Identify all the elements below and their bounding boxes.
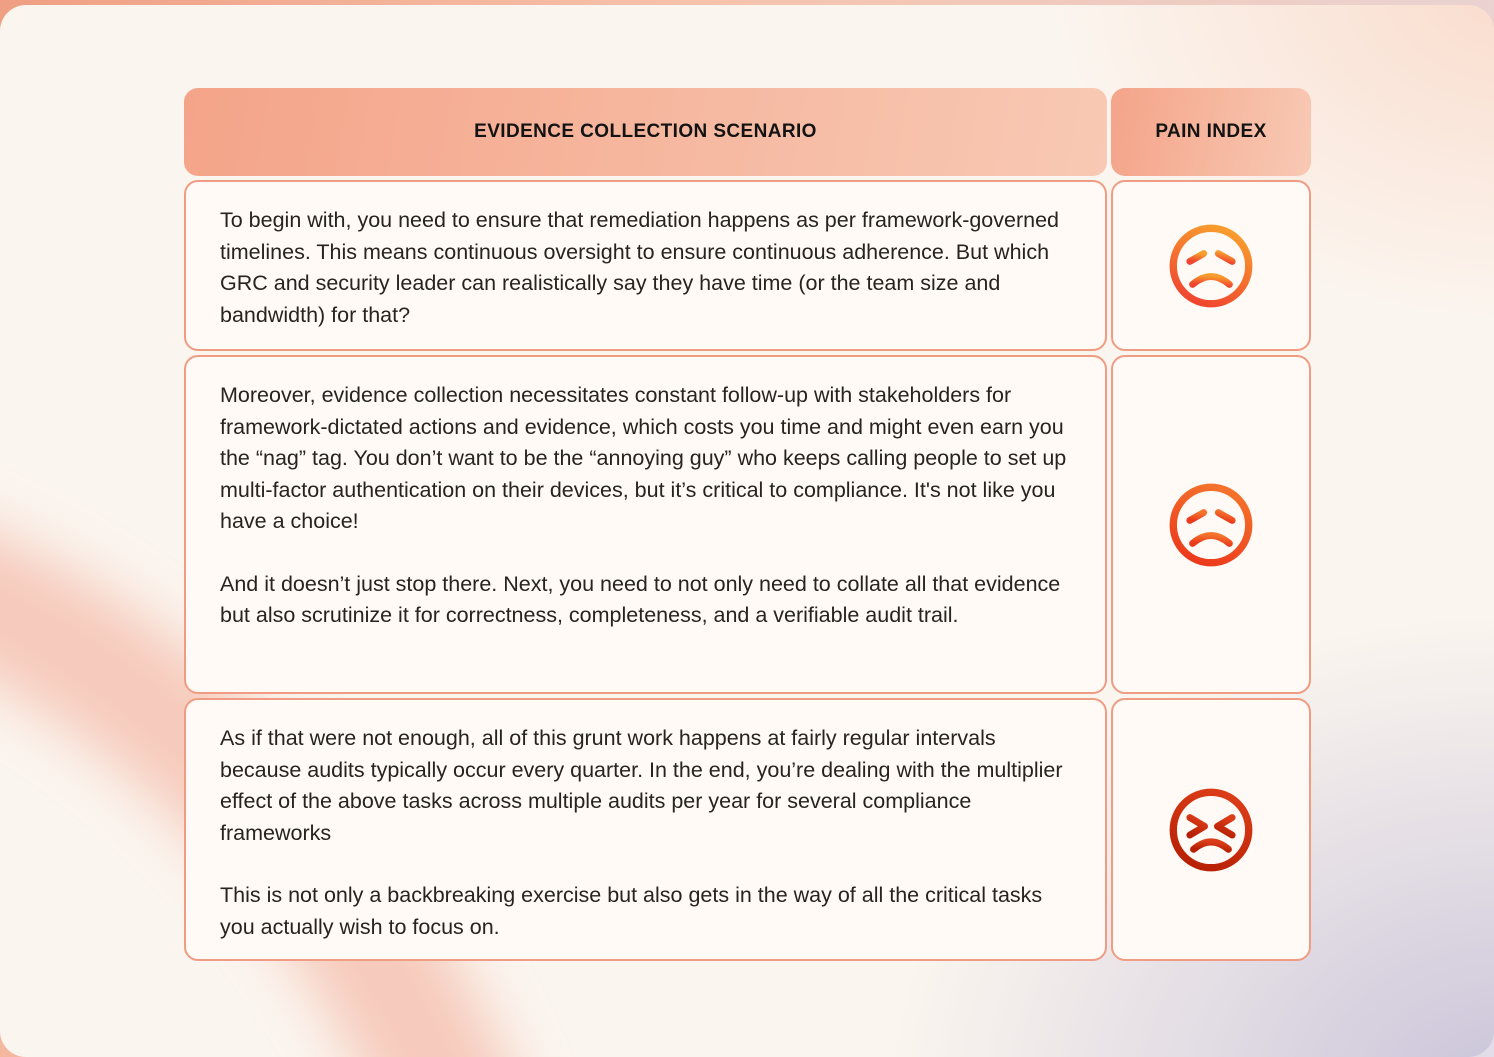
column-header-scenario-label: EVIDENCE COLLECTION SCENARIO — [474, 121, 817, 142]
scenario-paragraph: This is not only a backbreaking exercise but also gets in the way of all the critical tasks you actually wish to focus on. — [220, 883, 1043, 939]
angry-squint-face-icon — [1165, 784, 1257, 876]
pain-cell-3 — [1111, 698, 1311, 961]
pain-cell-1 — [1111, 180, 1311, 351]
column-header-scenario — [184, 88, 1107, 176]
infographic-card — [0, 5, 1494, 1057]
scenario-paragraph: Moreover, evidence collection necessitates constant follow-up with stakeholders for framework-dictated actions and evidence, which costs you time and might even earn you the “nag” tag. You don’t want to be the “annoying guy” who keeps calling people to set up multi-factor authentication on their devices, but it’s critical to compliance. It's not like you have a choice! — [220, 383, 1067, 533]
sad-face-icon — [1165, 479, 1257, 571]
scenario-cell-3 — [184, 698, 1107, 961]
sad-face-icon — [1165, 220, 1257, 312]
scenario-paragraph: And it doesn’t just stop there. Next, you need to not only need to collate all that evidence but also scrutinize it for correctness, completeness, and a verifiable audit trail. — [220, 571, 1061, 627]
pain-cell-2 — [1111, 355, 1311, 694]
scenario-cell-1 — [184, 180, 1107, 351]
scenario-paragraph: As if that were not enough, all of this grunt work happens at fairly regular intervals because audits typically occur every quarter. In the end, you’re dealing with the multiplier effect of the above tasks across multiple audits per year for several compliance frameworks — [220, 726, 1063, 845]
scenario-paragraph: To begin with, you need to ensure that remediation happens as per framework-governed timelines. This means continuous oversight to ensure continuous adherence. But which GRC and security leader can realistically say they have time (or the team size and bandwidth) for that? — [220, 208, 1060, 327]
column-header-pain-index — [1111, 88, 1311, 176]
scenario-cell-2 — [184, 355, 1107, 694]
pain-index-table — [184, 88, 1311, 961]
column-header-pain-index-label: PAIN INDEX — [1155, 121, 1267, 142]
